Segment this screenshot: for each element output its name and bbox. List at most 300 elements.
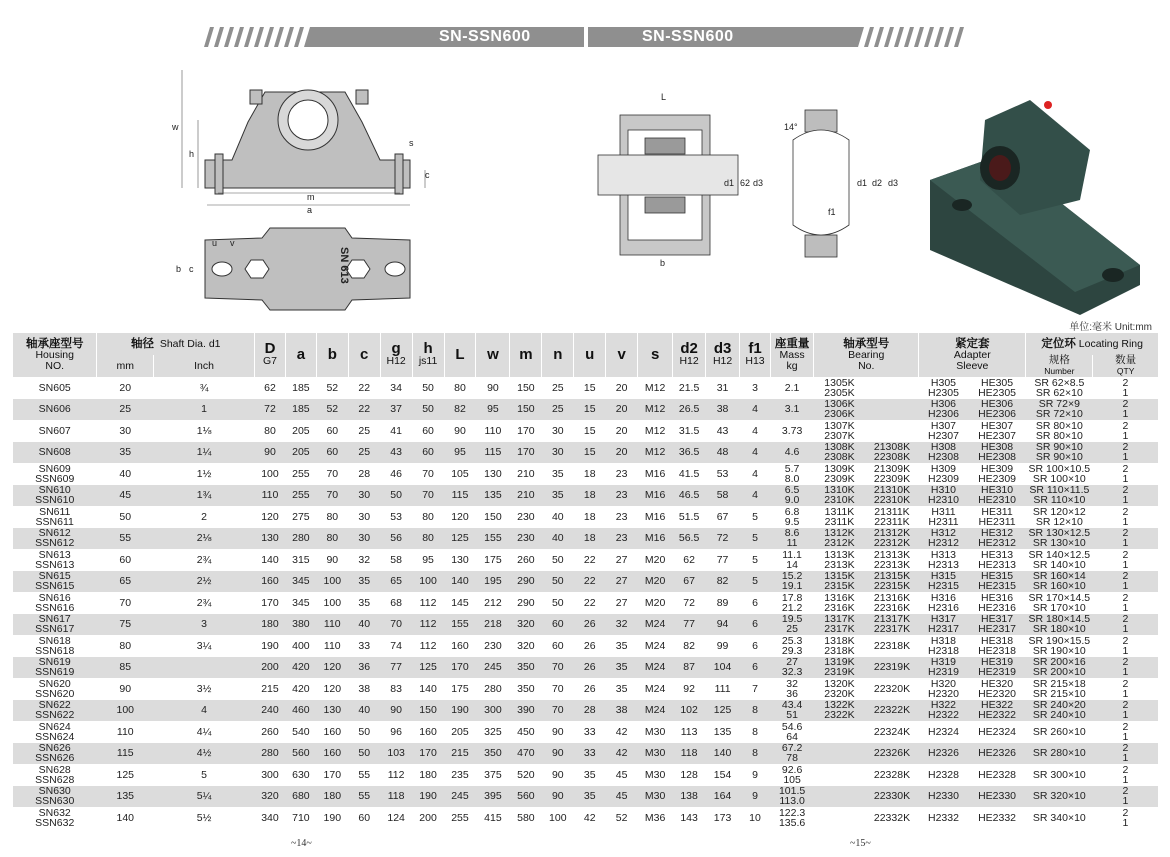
cell-g: 96 [390, 725, 402, 738]
cell-ring-qty: 2 1 [1122, 463, 1129, 485]
housing-stamp: SN 613 [338, 247, 350, 284]
cell-u: 18 [583, 510, 596, 523]
cell-m: 350 [510, 657, 542, 679]
cell-c: 35 [358, 596, 371, 609]
cell-n: 25 [542, 399, 574, 421]
cell-d2: 36.5 [673, 442, 706, 464]
cell-h: 160 [419, 725, 437, 738]
cell-adapter-alt: HE315 HE2315 [968, 571, 1026, 593]
cell-d3: 58 [706, 485, 740, 507]
cell-s: M16 [644, 467, 666, 480]
cell-m: 230 [517, 510, 535, 523]
cell-g: 124 [387, 811, 405, 824]
cell-ring-qty: 2 1 [1122, 506, 1129, 528]
cell-u: 42 [583, 811, 596, 824]
cell-w: 245 [476, 657, 510, 679]
cell-ring-number: SR 72×9 SR 72×10 [1026, 399, 1093, 421]
cell-v: 35 [615, 682, 628, 695]
cell-w: 130 [484, 467, 502, 480]
cell-adapter-alt: HE316 HE2316 [978, 592, 1017, 614]
cell-u: 22 [574, 571, 606, 593]
cell-mass: 27 32.3 [770, 657, 813, 679]
cell-mm: 115 [97, 743, 154, 765]
cell-u: 15 [583, 381, 596, 394]
cell-ring-number: SR 260×10 [1032, 725, 1086, 738]
table-row [13, 678, 1159, 700]
cell-D: 300 [261, 768, 279, 781]
cell-b: 110 [316, 614, 348, 636]
cell-adapter: H2330 [919, 786, 968, 808]
cell-ring-number: SR 180×14.5 SR 180×10 [1026, 614, 1093, 636]
cell-bearing-alt [865, 399, 919, 421]
cell-g: 74 [390, 639, 402, 652]
cell-d3: 53 [716, 467, 729, 480]
table-row [13, 614, 1159, 636]
cell-a: 280 [285, 528, 316, 550]
cell-d3: 72 [706, 528, 740, 550]
cell-n: 90 [542, 786, 574, 808]
cell-b: 120 [323, 682, 342, 695]
cell-v: 20 [606, 442, 638, 464]
col-shaft-mm: mm [97, 355, 154, 377]
cell-D: 240 [255, 700, 286, 722]
cell-ring-number: SR 280×10 [1026, 743, 1093, 765]
cell-f1: 8 [740, 743, 771, 765]
table-row [13, 657, 1159, 679]
cell-m: 290 [510, 571, 542, 593]
cell-housing: SN617 SSN617 [13, 614, 97, 636]
cell-d3: 164 [706, 786, 740, 808]
cell-f1: 4 [740, 485, 771, 507]
cell-b: 80 [316, 528, 348, 550]
cell-f1: 5 [752, 553, 758, 566]
cell-adapter: H2326 [919, 743, 968, 765]
cell-adapter-alt: HE312 HE2312 [968, 528, 1026, 550]
cell-v: 45 [606, 786, 638, 808]
cell-adapter: H309 H2309 [928, 463, 959, 485]
cell-housing: SN607 [38, 424, 71, 437]
cell-n: 70 [542, 700, 574, 722]
cell-adapter: H2332 [928, 811, 959, 824]
cell-inch: 1¼ [154, 442, 255, 464]
cell-h: 60 [422, 424, 434, 437]
cell-ring-qty: 2 1 [1122, 420, 1129, 442]
cell-c: 35 [348, 571, 380, 593]
cell-n: 30 [542, 442, 574, 464]
cell-u: 18 [583, 467, 596, 480]
cell-mm: 100 [97, 700, 154, 722]
section-view-drawing [598, 115, 738, 255]
cell-s: M30 [638, 743, 673, 765]
cell-a: 255 [292, 467, 310, 480]
cell-s: M16 [638, 528, 673, 550]
cell-a: 380 [285, 614, 316, 636]
dim-d3-label: d3 [753, 178, 764, 188]
cell-s: M24 [638, 657, 673, 679]
cell-c: 30 [348, 528, 380, 550]
cell-housing: SN605 [38, 381, 71, 394]
cell-adapter: H318 H2318 [928, 635, 959, 657]
cell-ring-qty: 2 1 [1122, 678, 1129, 700]
cell-bearing [814, 743, 866, 765]
cell-D: 160 [255, 571, 286, 593]
cell-h: 80 [422, 510, 434, 523]
cell-d2: 31.5 [678, 424, 700, 437]
cell-v: 42 [615, 725, 628, 738]
cell-d2: 51.5 [678, 510, 700, 523]
cell-n: 90 [551, 768, 564, 781]
col-ring-qty: 数量 QTY [1093, 355, 1158, 377]
ring-d3-label: d3 [888, 178, 899, 188]
cell-ring-qty: 2 1 [1122, 764, 1129, 786]
table-row [13, 549, 1159, 571]
cell-bearing-alt: 22328K [873, 768, 911, 781]
cell-m: 450 [517, 725, 535, 738]
cell-d2: 46.5 [673, 485, 706, 507]
cell-inch: 4½ [154, 743, 255, 765]
cell-L: 120 [451, 510, 469, 523]
cell-ring-number: SR 140×12.5 SR 140×10 [1028, 549, 1091, 571]
ring-view-drawing [793, 110, 849, 257]
cell-d2: 56.5 [673, 528, 706, 550]
cell-n: 70 [542, 657, 574, 679]
cell-n: 40 [551, 510, 564, 523]
cell-w: 218 [476, 614, 510, 636]
cell-g: 46 [390, 467, 402, 480]
cell-mass: 19.5 25 [770, 614, 813, 636]
cell-inch: 1¾ [154, 485, 255, 507]
cell-d2: 82 [683, 639, 695, 652]
cell-mm: 140 [116, 811, 135, 824]
cell-adapter: H307 H2307 [928, 420, 959, 442]
cell-m: 150 [517, 381, 535, 394]
cell-f1: 6 [740, 614, 771, 636]
cell-u: 15 [574, 442, 606, 464]
cell-housing: SN615 SSN615 [13, 571, 97, 593]
cell-m: 290 [517, 596, 535, 609]
cell-f1: 10 [749, 811, 761, 824]
cell-f1: 4 [752, 424, 758, 437]
cell-g: 50 [380, 485, 412, 507]
cell-mm: 75 [97, 614, 154, 636]
col-housing: 轴承座型号 Housing NO. [13, 333, 97, 377]
cell-L: 125 [444, 528, 476, 550]
cell-m: 580 [517, 811, 535, 824]
cell-mass: 8.6 11 [770, 528, 813, 550]
cell-b: 52 [326, 381, 339, 394]
cell-n: 90 [551, 725, 564, 738]
col-v: v [606, 333, 638, 377]
cell-s: M12 [644, 381, 666, 394]
cell-ring-qty: 2 1 [1093, 700, 1158, 722]
cell-u: 18 [574, 528, 606, 550]
cell-bearing: 1310K 2310K [814, 485, 866, 507]
cell-D: 100 [261, 467, 279, 480]
cell-inch: 1 [154, 399, 255, 421]
cell-c: 30 [358, 510, 371, 523]
cell-bearing: 1309K 2309K [824, 463, 855, 485]
cell-d3: 154 [713, 768, 732, 781]
cell-n: 60 [542, 614, 574, 636]
cell-L: 90 [454, 424, 466, 437]
cell-b: 60 [316, 442, 348, 464]
cell-ring-number: SR 240×20 SR 240×10 [1026, 700, 1093, 722]
cell-inch: 2⅛ [154, 528, 255, 550]
cell-ring-qty: 2 1 [1122, 592, 1129, 614]
cell-f1: 5 [740, 571, 771, 593]
cell-housing: SN620 SSN620 [35, 678, 75, 700]
cell-adapter: H308 H2308 [919, 442, 968, 464]
cell-inch: 5¼ [154, 786, 255, 808]
cell-bearing-alt: 22318K [873, 639, 911, 652]
cell-h: 170 [412, 743, 444, 765]
table-body [13, 377, 1159, 829]
cell-d2: 143 [680, 811, 698, 824]
cell-adapter: H311 H2311 [928, 506, 959, 528]
cell-w: 325 [484, 725, 502, 738]
cell-bearing [814, 721, 866, 743]
cell-D: 80 [264, 424, 276, 437]
cell-f1: 5 [740, 528, 771, 550]
cell-g: 53 [390, 510, 402, 523]
cell-m: 560 [510, 786, 542, 808]
cell-a: 400 [292, 639, 310, 652]
cell-w: 175 [484, 553, 502, 566]
cell-b: 100 [323, 596, 342, 609]
cell-bearing-alt: 21312K 22312K [865, 528, 919, 550]
cell-g: 77 [380, 657, 412, 679]
cell-d3: 135 [713, 725, 732, 738]
cell-d2: 41.5 [678, 467, 700, 480]
cell-g: 112 [387, 768, 405, 781]
cell-h: 95 [422, 553, 434, 566]
cell-ring-number: SR 215×18 SR 215×10 [1032, 678, 1086, 700]
col-ring-number: 规格 Number [1026, 355, 1093, 377]
cell-w: 135 [476, 485, 510, 507]
cell-adapter: H312 H2312 [919, 528, 968, 550]
cell-d2: 138 [673, 786, 706, 808]
cell-b: 52 [316, 399, 348, 421]
cell-ring-number: SR 130×12.5 SR 130×10 [1026, 528, 1093, 550]
col-w: w [476, 333, 510, 377]
dim-m-label: m [307, 192, 315, 202]
cell-mm: 80 [119, 639, 132, 652]
cell-v: 32 [606, 614, 638, 636]
table-row [13, 592, 1159, 614]
cell-f1: 4 [740, 399, 771, 421]
cell-h: 50 [422, 381, 434, 394]
cell-v: 35 [615, 639, 628, 652]
cell-n: 50 [551, 596, 564, 609]
cell-L: 145 [451, 596, 469, 609]
cell-n: 40 [542, 528, 574, 550]
ring-d1-label: d1 [857, 178, 868, 188]
cell-h: 50 [412, 399, 444, 421]
cell-u: 18 [574, 485, 606, 507]
col-shaft: 轴径 Shaft Dia. d1 [97, 333, 255, 355]
cell-w: 350 [476, 743, 510, 765]
cell-ring-number: SR 90×10 SR 90×10 [1026, 442, 1093, 464]
cell-mm: 40 [119, 467, 132, 480]
cell-mm: 45 [97, 485, 154, 507]
cell-adapter-alt: HE2328 [978, 768, 1017, 781]
spec-table [12, 333, 1158, 829]
cell-s: M36 [644, 811, 666, 824]
table-row [13, 506, 1159, 528]
cell-L: 130 [451, 553, 469, 566]
cell-housing: SN610 SSN610 [13, 485, 97, 507]
cell-bearing: 1308K 2308K [814, 442, 866, 464]
table-row [13, 463, 1159, 485]
cell-adapter-alt: HE308 HE2308 [968, 442, 1026, 464]
cell-v: 23 [606, 528, 638, 550]
cell-ring-number: SR 200×16 SR 200×10 [1026, 657, 1093, 679]
cell-g: 70 [380, 614, 412, 636]
cell-a: 630 [292, 768, 310, 781]
cell-c: 33 [358, 639, 371, 652]
col-d2: d2 H12 [673, 333, 706, 377]
dim-s-label: s [409, 138, 414, 148]
cell-h: 112 [419, 639, 437, 652]
cell-a: 185 [292, 381, 310, 394]
cell-housing: SN624 SSN624 [35, 721, 75, 743]
cell-g: 118 [380, 786, 412, 808]
cell-g: 43 [380, 442, 412, 464]
cell-D: 140 [261, 553, 279, 566]
table-row [13, 743, 1159, 765]
col-s: s [638, 333, 673, 377]
cell-D: 280 [255, 743, 286, 765]
cell-adapter-alt: HE309 HE2309 [978, 463, 1017, 485]
cell-mass: 32 36 [786, 678, 798, 700]
cell-bearing-alt: 22332K [873, 811, 911, 824]
cell-D: 130 [255, 528, 286, 550]
cell-d2: 128 [680, 768, 698, 781]
cell-h: 140 [419, 682, 437, 695]
cell-adapter: H2324 [928, 725, 959, 738]
cell-a: 185 [285, 399, 316, 421]
cell-adapter-alt: HE319 HE2319 [968, 657, 1026, 679]
cell-housing: SN611 SSN611 [35, 506, 74, 528]
table-row [13, 807, 1159, 829]
col-u: u [574, 333, 606, 377]
cell-v: 45 [615, 768, 628, 781]
cell-a: 560 [285, 743, 316, 765]
cell-inch: 2½ [154, 571, 255, 593]
table-row [13, 528, 1159, 550]
cell-bearing: 1305K 2305K [824, 377, 855, 399]
cell-adapter-alt: HE306 HE2306 [968, 399, 1026, 421]
cell-f1: 8 [752, 725, 758, 738]
cell-n: 35 [542, 485, 574, 507]
cell-v: 23 [615, 467, 628, 480]
cell-c: 25 [358, 424, 371, 437]
table-header [13, 333, 1159, 377]
cell-bearing-alt: 22324K [873, 725, 911, 738]
cell-mass: 17.8 21.2 [781, 592, 803, 614]
cell-d3: 82 [706, 571, 740, 593]
cell-ring-qty: 2 1 [1093, 743, 1158, 765]
col-c: c [348, 333, 380, 377]
cell-c: 36 [348, 657, 380, 679]
col-n: n [542, 333, 574, 377]
cell-d2: 72 [683, 596, 695, 609]
cell-d3: 125 [706, 700, 740, 722]
cell-inch: 5 [201, 768, 207, 781]
cell-f1: 4 [752, 467, 758, 480]
table-row [13, 485, 1159, 507]
cell-D: 72 [255, 399, 286, 421]
cell-v: 52 [615, 811, 628, 824]
cell-housing: SN619 SSN619 [13, 657, 97, 679]
cell-adapter: H310 H2310 [919, 485, 968, 507]
col-g: g H12 [380, 333, 412, 377]
cell-inch: 1⅛ [196, 424, 212, 437]
cell-bearing-alt: 21313K 22313K [873, 549, 911, 571]
cell-inch: 4¼ [196, 725, 212, 738]
cell-s: M30 [638, 786, 673, 808]
banner-title-left: SN-SSN600 [439, 28, 531, 45]
cell-ring-qty: 2 1 [1093, 786, 1158, 808]
cell-ring-number: SR 80×10 SR 80×10 [1035, 420, 1083, 442]
cell-housing: SN613 SSN613 [35, 549, 75, 571]
cell-v: 20 [606, 399, 638, 421]
cell-bearing-alt: 21317K 22317K [865, 614, 919, 636]
cell-ring-number: SR 62×8.5 SR 62×10 [1034, 377, 1085, 399]
cell-f1: 9 [752, 768, 758, 781]
col-f1: f1 H13 [740, 333, 771, 377]
cell-ring-number: SR 170×14.5 SR 170×10 [1028, 592, 1091, 614]
cell-mass: 6.8 9.5 [784, 506, 800, 528]
cell-b: 120 [316, 657, 348, 679]
cell-adapter: H2328 [928, 768, 959, 781]
cell-u: 35 [574, 786, 606, 808]
cell-mass: 101.5 113.0 [770, 786, 813, 808]
cell-c: 55 [358, 768, 371, 781]
cell-mm: 35 [97, 442, 154, 464]
cell-d2: 92 [683, 682, 695, 695]
cell-bearing-alt: 21315K 22315K [865, 571, 919, 593]
cell-h: 112 [419, 596, 437, 609]
cell-w: 212 [484, 596, 502, 609]
cell-inch: 5½ [196, 811, 212, 824]
cell-mm: 30 [119, 424, 132, 437]
cell-L: 255 [451, 811, 469, 824]
cell-mass: 4.6 [770, 442, 813, 464]
cell-n: 70 [551, 682, 564, 695]
cell-ring-qty: 2 1 [1093, 571, 1158, 593]
cell-a: 420 [292, 682, 310, 695]
cell-n: 25 [551, 381, 564, 394]
cell-adapter-alt: HE307 HE2307 [978, 420, 1017, 442]
cell-g: 56 [380, 528, 412, 550]
cell-f1: 6 [740, 657, 771, 679]
table-row [13, 786, 1159, 808]
cell-g: 90 [380, 700, 412, 722]
cell-g: 37 [380, 399, 412, 421]
cell-D: 180 [255, 614, 286, 636]
table-row [13, 377, 1159, 399]
cell-d3: 99 [716, 639, 729, 652]
cell-ring-qty: 2 1 [1093, 485, 1158, 507]
cell-bearing: 1312K 2312K [814, 528, 866, 550]
cell-w: 300 [476, 700, 510, 722]
cell-s: M24 [638, 700, 673, 722]
cell-f1: 3 [752, 381, 758, 394]
cell-d2: 67 [673, 571, 706, 593]
cell-ring-number: SR 320×10 [1026, 786, 1093, 808]
cell-bearing: 1307K 2307K [824, 420, 855, 442]
